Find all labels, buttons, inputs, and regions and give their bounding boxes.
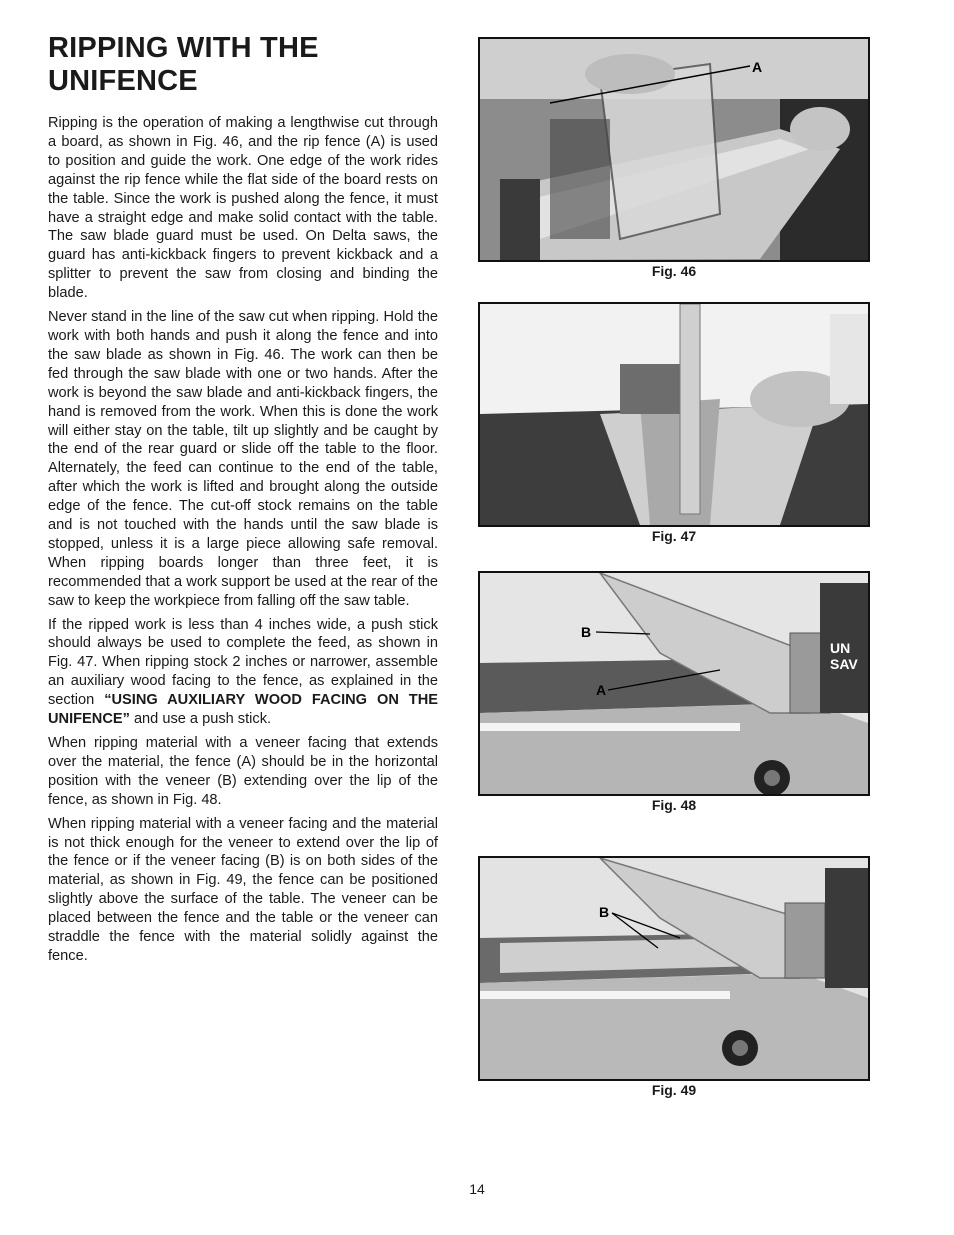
figure-49-caption: Fig. 49 [651, 1082, 697, 1098]
paragraph-veneer-horizontal: When ripping material with a veneer facing that extends over the material, the fence (A) should be in the horizontal position with the veneer (B) extending over the lip of the fence, as shown in Fig. 48. [48, 735, 438, 808]
paragraph-push-stick-start: If the ripped work is less than 4 inches wide, a push stick should always be used to complete the feed, as shown in Fig. 47. When ripping stock 2 inches or narrower, assemble an auxiliary wood facing to the fence, as explained in the section [48, 616, 438, 709]
figure-49-photo [478, 856, 870, 1081]
figure-48-photo [478, 571, 870, 796]
figure-47-photo [478, 302, 870, 527]
figure-46-photo [478, 37, 870, 262]
callout-label-a: A [596, 682, 607, 698]
paragraph-push-stick [48, 616, 438, 729]
saw-label-sav: SAV [830, 656, 858, 672]
paragraph-ripping-intro: Ripping is the operation of making a lengthwise cut through a board, as shown in Fig. 46, and the rip fence (A) is used to position and guide the work. One edge of the work rides against the rip fence while the flat side of the board rests on the table. Since the work is pushed along the fence, it must have a straight edge and make solid contact with the table. The saw blade guard must be used. On Delta saws, the guard has anti-kickback fingers to prevent kickback and a splitter to prevent the saw from closing and binding the blade. [48, 115, 438, 302]
title-line-2: UNIFENCE [48, 65, 198, 97]
section-reference: “USING AUXILIARY WOOD FACING ON THE UNIFENCE” [48, 692, 438, 728]
title-line-1: RIPPING WITH THE [48, 32, 319, 64]
paragraph-safety: Never stand in the line of the saw cut when ripping. Hold the work with both hands and push it along the fence and into the saw blade as shown in Fig. 46. The work can then be fed through the saw blade with one or two hands. After the work is beyond the saw blade and anti-kickback fingers, the hand is removed from the work. When this is done the work will either stay on the table, tilt up slightly and be caught by the end of the rear guard or slide off the table to the floor. Alternately, the feed can continue to the end of the table, after which the work is lifted and brought along the outside edge of the fence. The cut-off stock remains on the table and is not touched with the hands until the saw blade is stopped, unless it is a large piece allowing safe removal. When ripping boards longer than three feet, it is recommended that a work support be used at the rear of the saw to keep the workpiece from falling off the saw table. [48, 309, 438, 609]
paragraph-push-stick-end: and use a push stick. [129, 711, 272, 728]
body-text [48, 114, 438, 971]
figure-47-caption: Fig. 47 [651, 528, 697, 544]
callout-label-b: B [599, 904, 610, 920]
callout-label-b: B [581, 624, 592, 640]
paragraph-veneer-raised: When ripping material with a veneer facing and the material is not thick enough for the veneer to extend over the lip of the fence or if the veneer facing (B) is on both sides of the material, as shown in Fig. 49, the fence can be positioned slightly above the surface of the table. The veneer can be placed between the fence and the table or the veneer can straddle the fence with the material solidly against the fence. [48, 815, 438, 964]
page-number: 14 [469, 1181, 485, 1197]
page-title [48, 32, 448, 98]
callout-label-a: A [752, 59, 763, 75]
saw-label-un: UN [830, 640, 851, 656]
figure-46-caption: Fig. 46 [651, 263, 697, 279]
figure-48-caption: Fig. 48 [651, 797, 697, 813]
